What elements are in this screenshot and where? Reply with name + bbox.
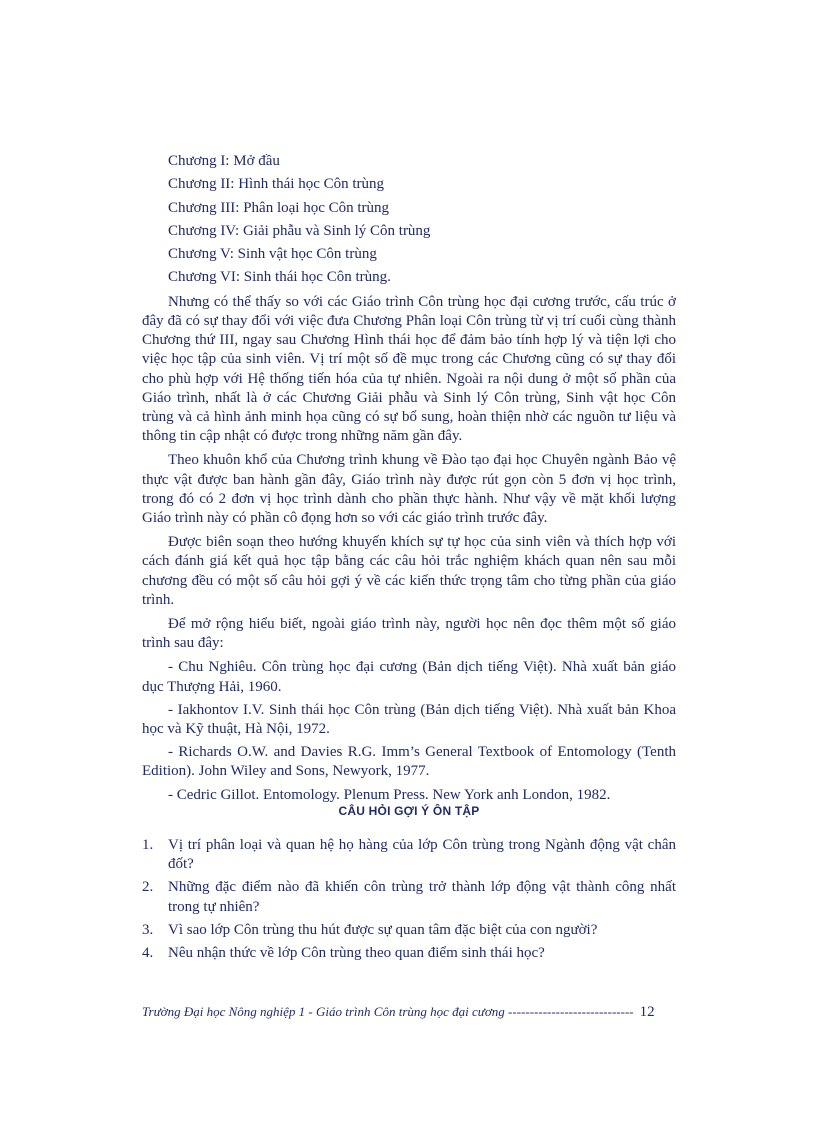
question-list bbox=[142, 836, 676, 967]
question-number: 2. bbox=[142, 879, 154, 896]
paragraph: Nhưng có thể thấy so với các Giáo trình Côn trùng học đại cương trước, cấu trúc ở đây đã có sự thay đổi với việc đưa Chương Phân loại Côn trùng từ vị trí cuối cùng thành Chương thứ III, ngay sau Chương Hình thái học để đảm bảo tính hợp lý và tiện lợi cho việc học tập của sinh viên. Vị trí một số đề mục trong các Chương cũng có sự thay đổi cho phù hợp với Hệ thống tiến hóa của tự nhiên. Ngoài ra nội dung ở một số phần của Giáo trình, nhất là ở các Chương Giải phẫu và Sinh lý Côn trùng, Sinh vật học Côn trùng và cả hình ảnh minh họa cũng có sự bổ sung, hoàn thiện nhờ các nguồn tư liệu và thông tin cập nhật có được trong những năm gần đây. bbox=[142, 293, 676, 445]
question-number: 4. bbox=[142, 945, 154, 962]
footer-text: Trường Đại học Nông nghiệp 1 - Giáo trình Côn trùng học đại cương ----------------------------- bbox=[142, 1004, 634, 1019]
question-item bbox=[142, 836, 676, 874]
chapter-item: Chương VI: Sinh thái học Côn trùng. bbox=[168, 269, 391, 286]
chapter-item: Chương II: Hình thái học Côn trùng bbox=[168, 176, 385, 193]
chapter-item: Chương V: Sinh vật học Côn trùng bbox=[168, 246, 377, 263]
question-number: 1. bbox=[142, 837, 154, 853]
paragraph: Được biên soạn theo hướng khuyến khích sự tự học của sinh viên và thích hợp với cách đánh giá kết quả học tập bằng các câu hỏi trắc nghiệm khách quan nên sau mỗi chương đều có một số câu hỏi gợi ý về các kiến thức trọng tâm cho từng phần của giáo trình. bbox=[142, 534, 676, 608]
question-item bbox=[142, 921, 676, 940]
question-text: Nêu nhận thức về lớp Côn trùng theo quan điểm sinh thái học? bbox=[168, 945, 545, 962]
page-footer bbox=[142, 1004, 676, 1021]
question-number: 3. bbox=[142, 921, 154, 938]
body-text bbox=[142, 150, 676, 809]
chapter-item: Chương IV: Giải phẫu và Sinh lý Côn trùng bbox=[168, 222, 431, 239]
chapter-item: Chương I: Mở đầu bbox=[168, 153, 280, 169]
question-text: Vì sao lớp Côn trùng thu hút được sự quan tâm đặc biệt của con người? bbox=[168, 921, 598, 938]
question-item bbox=[142, 878, 676, 916]
chapter-item: Chương III: Phân loại học Côn trùng bbox=[168, 199, 390, 216]
reference-item: - Richards O.W. and Davies R.G. Imm’s General Textbook of Entomology (Tenth Edition). John Wiley and Sons, Newyork, 1977. bbox=[142, 744, 676, 780]
reference-item: - Chu Nghiêu. Côn trùng học đại cương (Bản dịch tiếng Việt). Nhà xuất bản giáo dục Thượng Hải, 1960. bbox=[142, 659, 676, 695]
paragraph: Để mở rộng hiểu biết, ngoài giáo trình này, người học nên đọc thêm một số giáo trình sau đây: bbox=[142, 616, 676, 652]
question-text: Những đặc điểm nào đã khiến côn trùng trở thành lớp động vật thành công nhất trong tự nhiên? bbox=[168, 879, 676, 915]
section-title: CÂU HỎI GỢI Ý ÔN TẬP bbox=[338, 804, 480, 818]
page-number: 12 bbox=[639, 1004, 655, 1020]
reference-item: - Cedric Gillot. Entomology. Plenum Press. New York anh London, 1982. bbox=[168, 786, 611, 803]
paragraph: Theo khuôn khổ của Chương trình khung về Đào tạo đại học Chuyên ngành Bảo vệ thực vật được ban hành gần đây, Giáo trình này được rút gọn còn 5 đơn vị học trình, trong đó có 2 đơn vị học trình dành cho phần thực hành. Như vậy về mặt khối lượng Giáo trình này có phần cô đọng hơn so với các giáo trình trước đây. bbox=[142, 452, 676, 527]
question-item bbox=[142, 944, 676, 963]
question-text: Vị trí phân loại và quan hệ họ hàng của lớp Côn trùng trong Ngành động vật chân đốt? bbox=[168, 837, 676, 873]
reference-item: - Iakhontov I.V. Sinh thái học Côn trùng (Bản dịch tiếng Việt). Nhà xuất bản Khoa học và Kỹ thuật, Hà Nội, 1972. bbox=[142, 701, 676, 738]
